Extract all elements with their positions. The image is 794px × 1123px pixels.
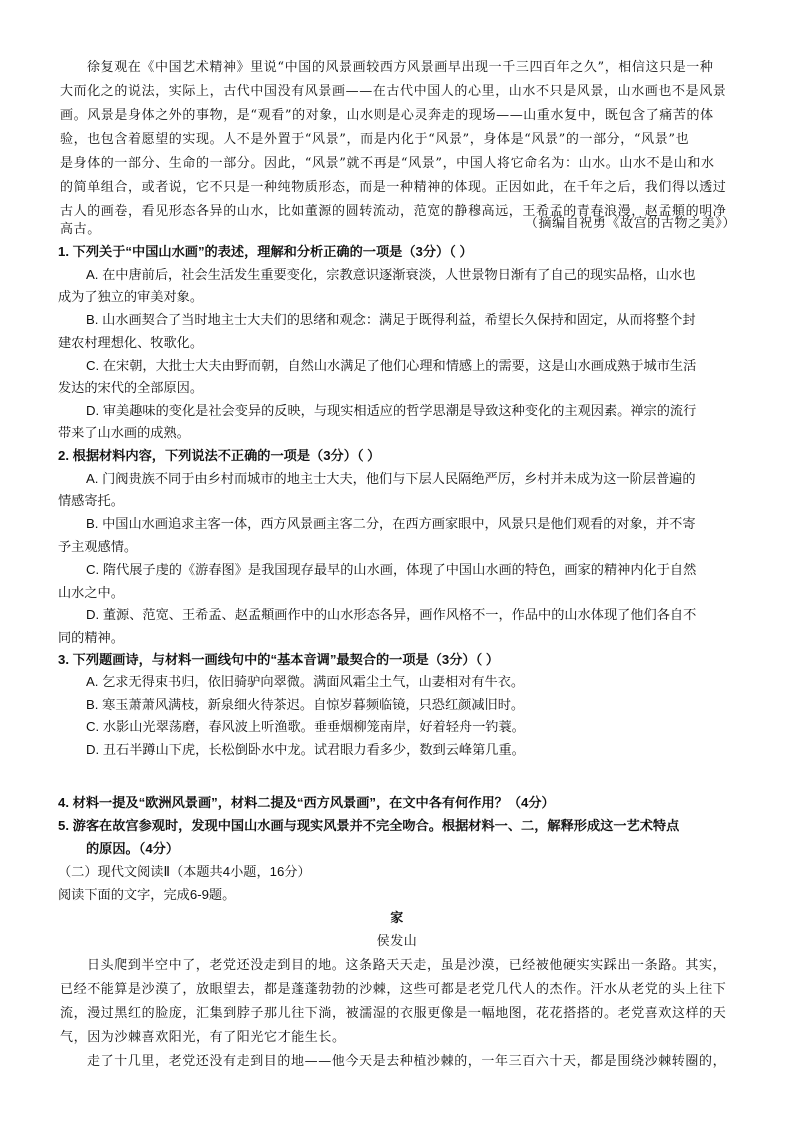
passage-line: 是身体的一部分、生命的一部分。因此，“风景”就不再是“风景”，中国人将它命名为：山水。山水不是山和水 (60, 156, 715, 171)
passage-line: 徐复观在《中国艺术精神》里说“中国的风景画较西方风景画早出现一千三四百年之久”，相信这只是一种 (87, 60, 714, 75)
option-d-cont: 同的精神。 (58, 630, 124, 645)
option-c-cont: 发达的宋代的全部原因。 (58, 380, 204, 395)
passage-line: 的简单组合，或者说，它不只是一种纯物质形态，而是一种精神的体现。正因如此，在千年之后，我们得以透过 (60, 180, 727, 195)
story-line: 气，因为沙棘喜欢阳光，有了阳光它才能生长。 (60, 1030, 346, 1045)
option-b-cont: 予主观感情。 (58, 539, 138, 554)
option-c: C. 水影山光翠荡磨，春风波上听渔歌。垂垂烟柳笼南岸，好着轻舟一钓蓑。 (86, 719, 525, 734)
option-b: B. 山水画契合了当时地主士大夫们的思绪和观念：满足于既得利益，希望长久保持和固定，从而将整个封 (86, 312, 696, 327)
passage-line: 高古。 (60, 222, 101, 237)
option-c-cont: 山水之中。 (58, 585, 124, 600)
passage-line: 古人的画卷，看见形态各异的山水，比如董源的圆转流动，范宽的静穆高远，王希孟的青春浪漫，赵孟頫的明净 (60, 204, 727, 219)
option-b: B. 寒玉萧萧风满枝，新泉细火待茶迟。自惊岁暮频临镜，只恐红颜减旧时。 (86, 697, 525, 712)
question-stem: 2. 根据材料内容，下列说法不正确的一项是（3分）（ ） (58, 448, 381, 463)
passage-line: 大而化之的说法，实际上，古代中国没有风景画——在古代中国人的心里，山水不只是风景，山水画也不是风景 (60, 84, 727, 99)
question-stem: 3. 下列题画诗，与材料一画线句中的“基本音调”最契合的一项是（3分）（ ） (58, 652, 500, 667)
option-a-cont: 成为了独立的审美对象。 (58, 289, 204, 304)
option-c: C. 隋代展子虔的《游春图》是我国现存最早的山水画，体现了中国山水画的特色，画家的精神内化于自然 (86, 562, 697, 577)
passage-source: （摘编自祝勇《故宫的古物之美》） (524, 216, 736, 231)
question-stem: 1. 下列关于“中国山水画”的表述，理解和分析正确的一项是（3分）（ ） (58, 244, 473, 259)
question-4: 4. 材料一提及“欧洲风景画”，材料二提及“西方风景画”，在文中各有何作用？（4分） (58, 795, 555, 810)
option-d: D. 董源、范宽、王希孟、赵孟頫画作中的山水形态各异，画作风格不一，作品中的山水体现了他们各自不 (86, 607, 697, 622)
option-a: A. 门阀贵族不同于由乡村而城市的地主士大夫，他们与下层人民隔绝严厉，乡村并未成为这一阶层普遍的 (86, 471, 696, 486)
option-d-cont: 带来了山水画的成熟。 (58, 425, 190, 440)
story-line: 走了十几里，老党还没有走到目的地——他今天是去种植沙棘的，一年三百六十天，都是围绕沙棘转圈的， (87, 1054, 727, 1069)
option-b: B. 中国山水画追求主客一体，西方风景画主客二分，在西方画家眼中，风景只是他们观看的对象，并不寄 (86, 516, 696, 531)
option-c: C. 在宋朝，大批士大夫由野而朝，自然山水满足了他们心理和情感上的需要，这是山水画成熟于城市生活 (86, 358, 697, 373)
story-line: 已经不能算是沙漠了，放眼望去，都是蓬蓬勃勃的沙棘，这些可都是老党几代人的杰作。汗水从老党的头上往下 (60, 982, 727, 997)
question-stem-cont: 的原因。（4分） (86, 841, 180, 856)
question-stem: 5. 游客在故宫参观时，发现中国山水画与现实风景并不完全吻合。根据材料一、二，解释形成这一艺术特点 (58, 818, 680, 833)
option-d: D. 审美趣味的变化是社会变异的反映，与现实相适应的哲学思潮是导致这种变化的主观因素。禅宗的流行 (86, 403, 697, 418)
section-heading: （二）现代文阅读Ⅱ（本题共4小题，16分） (58, 864, 311, 879)
option-d: D. 丑石半蹲山下虎，长松倒卧水中龙。试君眼力看多少，数到云峰第几重。 (86, 742, 525, 757)
option-b-cont: 建农村理想化、牧歌化。 (58, 335, 204, 350)
story-line: 流，漫过黑红的脸庞，汇集到脖子那儿往下淌，被濡湿的衣服更像是一幅地图，花花搭搭的。老党喜欢这样的天 (60, 1006, 727, 1021)
option-a: A. 在中唐前后，社会生活发生重要变化，宗教意识逐渐衰淡，人世景物日渐有了自己的现实品格，山水也 (86, 267, 696, 282)
passage-line: 验，也包含着愿望的实现。人不是外置于“风景”，而是内化于“风景”，身体是“风景”的一部分，“风景”也 (60, 132, 690, 147)
section-instruction: 阅读下面的文字，完成6-9题。 (58, 887, 236, 902)
story-author: 侯发山 (376, 934, 418, 949)
option-a-cont: 情感寄托。 (58, 493, 124, 508)
option-a: A. 乞求无得束书归，依旧骑驴向翠微。满面风霜尘土气，山妻相对有牛衣。 (86, 674, 525, 689)
story-line: 日头爬到半空中了，老党还没走到目的地。这条路天天走，虽是沙漠，已经被他硬实实踩出一条路。其实， (87, 958, 727, 973)
passage-line: 画。风景是身体之外的事物，是“观看”的对象，山水则是心灵奔走的现场——山重水复中，既包含了痛苦的体 (60, 108, 714, 123)
story-title: 家 (390, 911, 404, 926)
